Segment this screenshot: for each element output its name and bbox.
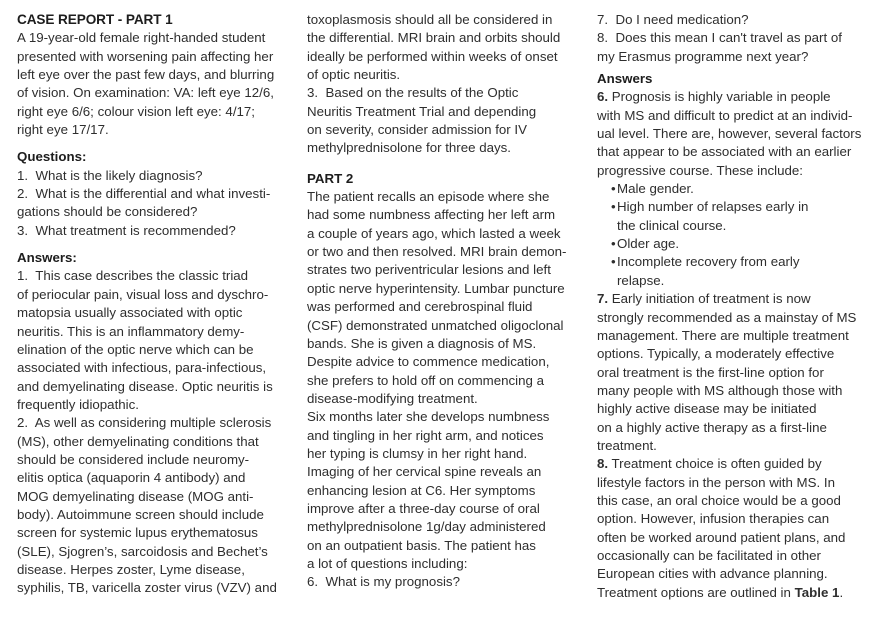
column-1 <box>17 11 292 598</box>
answer-3: 3. Based on the results of the Optic Neuritis Treatment Trial and depending on severity, consider admission for IV methylprednisolone for three days. <box>307 85 537 156</box>
part-2-heading: PART 2 <box>307 170 354 186</box>
question-7: 7. Do I need medication? <box>597 12 749 27</box>
answer-6-text: Prognosis is highly variable in people with MS and difficult to predict at an individ- ual level. There are, however, several factors that appear to be associated with an earlier progressive course. These include: <box>597 89 862 178</box>
answer-8-number: 8. <box>597 456 609 472</box>
answer-6 <box>597 88 873 180</box>
question-6: 6. What is my prognosis? <box>307 574 460 590</box>
question-1: 1. What is the likely diagnosis? <box>17 167 203 183</box>
answer-7-text: Early initiation of treatment is now strongly recommended as a mainstay of MS management. There are multiple treatment options. Typically, a moderately effective oral treatment is the first-line option for many people with MS although those with highly active disease may be initiated on a highly active therapy as a first-line treatment. <box>597 291 857 453</box>
list-item: • High number of relapses early in the clinical course. <box>597 198 873 235</box>
part-2-body: The patient recalls an episode where she had some numbness affecting her left arm a couple of years ago, which lasted a week or two and then resolved. MRI brain demon- strates two periventricular lesions and left optic nerve hyperintensity. Lumbar puncture was performed and cerebrospinal fluid (CSF) demonstrated unmatched oligoclonal bands. She is given a diagnosis of MS. Despite advice to commence medication, she prefers to hold off on commencing a disease-modifying treatment. Six months later she develops numbness and tingling in her right arm, and notices her typing is clumsy in her right hand. Imaging of her cervical spine reveals an enhancing lesion at C6. Her symptoms improve after a three-day course of oral methylprednisolone 1g/day administered on an outpatient basis. The patient has a lot of questions including: <box>307 189 567 571</box>
column-3 <box>597 11 873 602</box>
list-item: • Male gender. <box>597 180 873 198</box>
answer-8-end: . <box>839 584 844 600</box>
answer-2-continued: toxoplasmosis should all be considered in the differential. MRI brain and orbits should ideally be performed within weeks of onset of optic neuritis. <box>307 12 561 83</box>
answer-2: 2. As well as considering multiple sclerosis (MS), other demyelinating conditions that should be considered include neuromy- elitis optica (aquaporin 4 antibody) and MOG demyelinating disease (MOG anti- body). Autoimmune screen should include screen for systemic lupus erythematosus (SLE), Sjogren’s, sarcoidosis and Bechet’s disease. Herpes zoster, Lyme disease, syphilis, TB, varicella zoster virus (VZV) and <box>17 415 277 596</box>
prognosis-factors-list <box>597 180 873 290</box>
question-8: 8. Does this mean I can't travel as part of my Erasmus programme next year? <box>597 30 842 64</box>
answer-6-number: 6. <box>597 89 609 105</box>
answer-7-number: 7. <box>597 291 609 307</box>
questions-heading: Questions: <box>17 149 87 165</box>
question-2: 2. What is the differential and what investi- gations should be considered? <box>17 186 271 220</box>
answer-8-text: Treatment choice is often guided by lifestyle factors in the person with MS. In this case, an oral choice would be a good option. However, infusion therapies can often be worked around patient plans, and occasionally can be facilitated in other European cities with advance planning. Treatment options are outlined in <box>597 456 846 600</box>
answer-8 <box>597 455 873 602</box>
answer-7 <box>597 290 873 455</box>
answers-heading: Answers: <box>17 250 77 266</box>
table-1-reference: Table 1 <box>794 584 840 600</box>
list-item: • Older age. <box>597 235 873 253</box>
question-3: 3. What treatment is recommended? <box>17 222 236 238</box>
answers-heading-part-2: Answers <box>597 71 653 87</box>
list-item: • Incomplete recovery from early relapse. <box>597 253 873 290</box>
answer-1: 1. This case describes the classic triad of periocular pain, visual loss and dyschro- matopsia usually associated with optic neuritis. This is an inflammatory demy- elination of the optic nerve which can be associated with infectious, para-infectious, and demyelinating disease. Optic neuritis is frequently idiopathic. <box>17 268 273 412</box>
column-2 <box>307 11 583 592</box>
case-intro: A 19-year-old female right-handed student presented with worsening pain affecting her left eye over the past few days, and blurring of vision. On examination: VA: left eye 12/6, right eye 6/6; colour vision left eye: 4/17; right eye 17/17. <box>17 30 275 138</box>
case-report-title: CASE REPORT - PART 1 <box>17 12 173 27</box>
